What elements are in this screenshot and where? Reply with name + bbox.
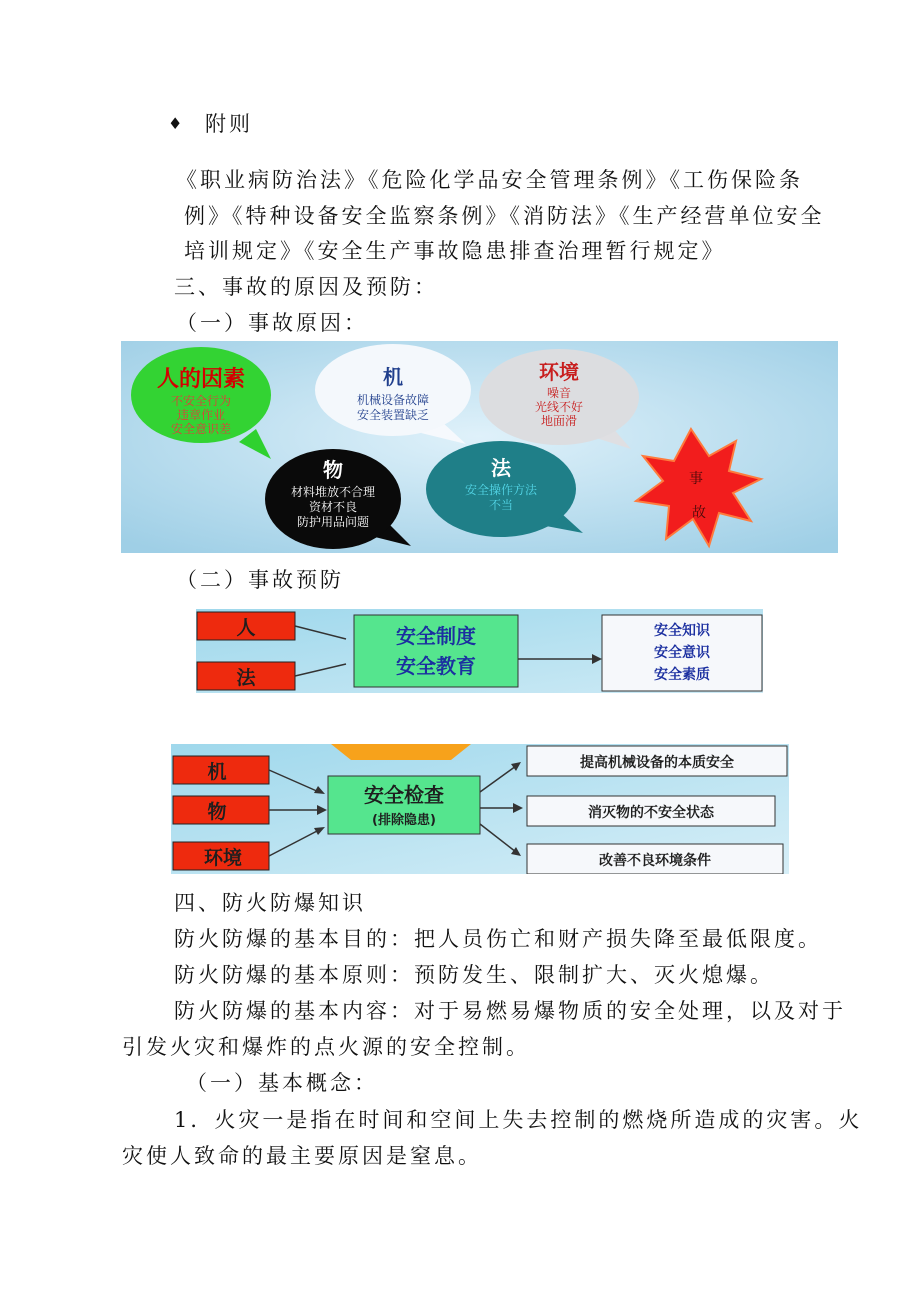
input-label-people: 人: [236, 617, 256, 639]
output-label-knowledge: 安全知识: [654, 623, 710, 639]
input-label-environment: 环境: [203, 847, 243, 869]
section-4-paragraph-1: 防火防爆的基本目的：把人员伤亡和财产损失降至最低限度。: [174, 927, 822, 951]
input-label-method: 法: [236, 667, 256, 689]
section-3-sub2: （二）事故预防: [176, 568, 344, 592]
people-factor-title: 人的因素: [156, 367, 246, 392]
input-box-method: [197, 662, 295, 690]
accident-char-1: 事: [689, 471, 703, 487]
input-box-people: [197, 612, 295, 640]
method-factor-line-1: 安全操作方法: [464, 483, 538, 497]
laws-line-3: 培训规定》《安全生产事故隐患排查治理暂行规定》: [184, 239, 726, 263]
machine-factor-title: 机: [383, 365, 403, 389]
prevention-figure-2: [171, 744, 789, 874]
section-3-sub1: （一）事故原因：: [176, 311, 368, 335]
environment-factor-line-3: 地面滑: [540, 414, 578, 428]
input-box-environment: [173, 842, 269, 870]
accident-cause-figure: [121, 341, 838, 553]
center-label-hazard-removal: (排除隐患): [372, 813, 436, 828]
item-1-line-2: 灾使人致命的最主要原因是窒息。: [122, 1144, 482, 1168]
center-box-system-education: [354, 615, 518, 687]
section-4-title: 四、防火防爆知识: [174, 891, 366, 915]
material-factor-line-1: 材料堆放不合理: [290, 485, 376, 499]
item-1-line-1: 1．火灾一是指在时间和空间上失去控制的燃烧所造成的灾害。火: [174, 1108, 863, 1132]
section-4-paragraph-3-line-2: 引发火灾和爆炸的点火源的安全控制。: [122, 1035, 530, 1059]
section-4-paragraph-3-line-1: 防火防爆的基本内容：对于易燃易爆物质的安全处理，以及对于: [174, 999, 846, 1023]
output-label-material-state: 消灭物的不安全状态: [588, 805, 714, 821]
environment-factor-line-1: 噪音: [546, 386, 572, 400]
output-label-machine-safety: 提高机械设备的本质安全: [580, 755, 734, 771]
center-box-inspection: [328, 776, 480, 834]
input-label-machine: 机: [207, 761, 227, 783]
center-label-system: 安全制度: [396, 624, 476, 648]
machine-factor-line-1: 机械设备故障: [356, 393, 430, 407]
output-label-awareness: 安全意识: [654, 645, 710, 661]
output-box-machine-safety: [527, 746, 787, 776]
appendix-heading: 附则: [205, 112, 253, 136]
output-box-material-state: [527, 796, 775, 826]
prevention-figure-1: [196, 609, 763, 693]
center-label-education: 安全教育: [396, 654, 476, 678]
center-label-inspection: 安全检查: [364, 783, 444, 807]
accident-char-2: 故: [692, 505, 706, 521]
method-factor-line-2: 不当: [488, 498, 514, 512]
method-factor-title: 法: [491, 456, 511, 480]
people-factor-line-2: 违章作业: [176, 408, 226, 422]
machine-factor-line-2: 安全装置缺乏: [356, 408, 430, 422]
people-factor-line-3: 安全意识差: [170, 422, 232, 436]
material-factor-line-3: 防护用品问题: [296, 515, 370, 529]
output-box-environment-improve: [527, 844, 783, 874]
environment-factor-line-2: 光线不好: [534, 400, 584, 414]
material-factor-line-2: 资材不良: [308, 500, 358, 514]
environment-factor-title: 环境: [539, 360, 579, 384]
input-box-machine: [173, 756, 269, 784]
output-label-quality: 安全素质: [654, 667, 710, 683]
output-box-knowledge: [602, 615, 762, 691]
bullet-icon: ♦: [168, 114, 186, 133]
section-3-title: 三、事故的原因及预防：: [174, 275, 438, 299]
input-box-material: [173, 796, 269, 824]
laws-line-2: 例》《特种设备安全监察条例》《消防法》《生产经营单位安全: [184, 204, 825, 228]
section-4-sub1: （一）基本概念：: [186, 1071, 378, 1095]
section-4-paragraph-2: 防火防爆的基本原则：预防发生、限制扩大、灭火熄爆。: [174, 963, 774, 987]
material-factor-title: 物: [323, 458, 343, 482]
input-label-material: 物: [207, 801, 227, 823]
output-label-environment-improve: 改善不良环境条件: [599, 853, 711, 869]
laws-line-1: 《职业病防治法》《危险化学品安全管理条例》《工伤保险条: [176, 168, 803, 192]
people-factor-line-1: 不安全行为: [170, 394, 232, 408]
